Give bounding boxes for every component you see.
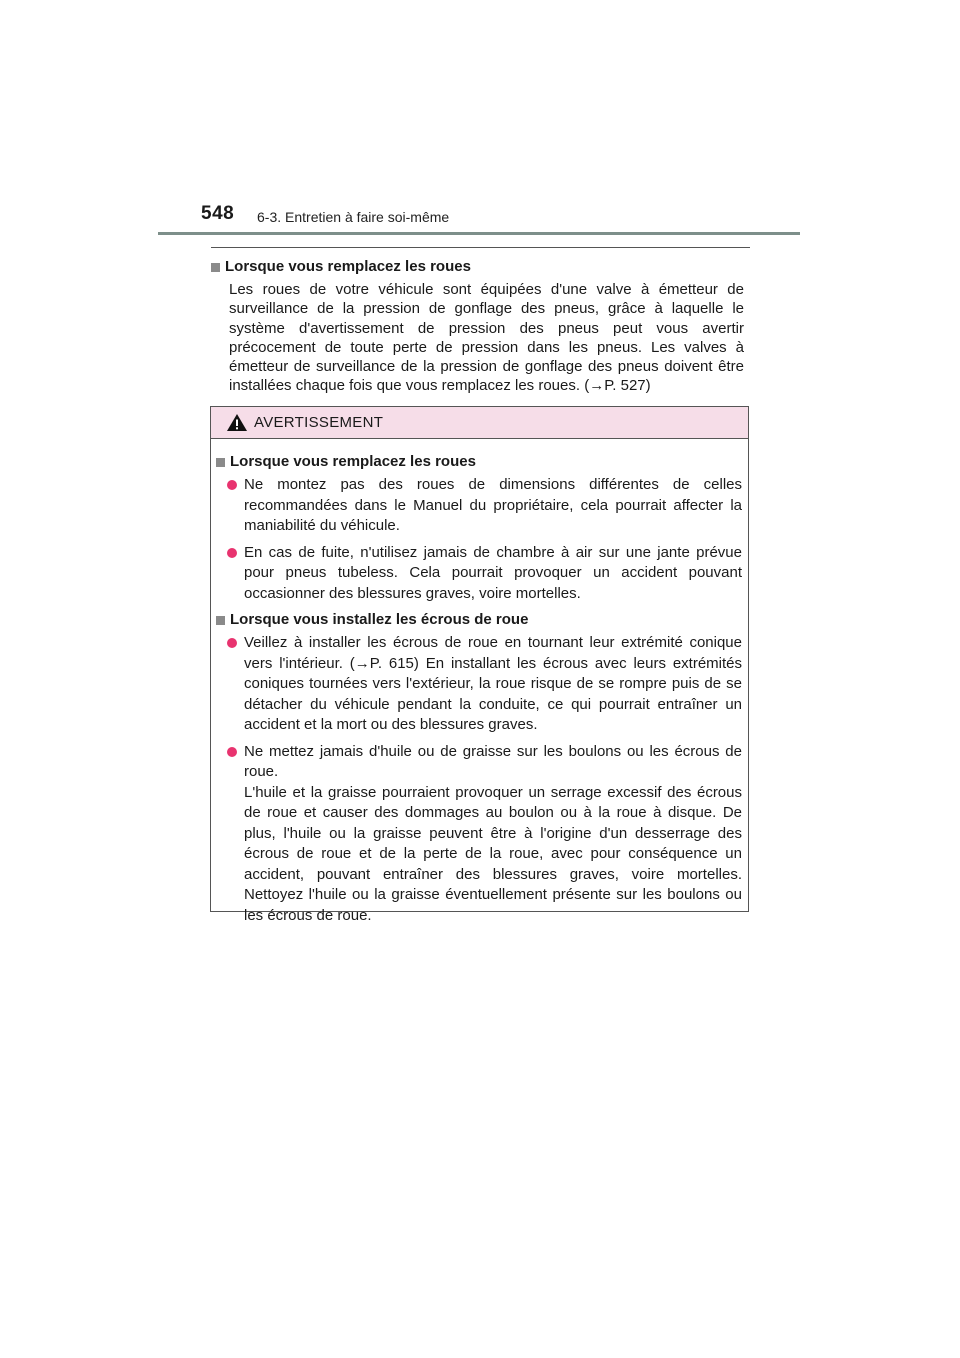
section-divider: [211, 247, 750, 248]
warning-box: [210, 406, 749, 924]
bullet-dot-icon: [227, 747, 237, 757]
warning-bullet: [216, 543, 742, 605]
warning-title: AVERTISSEMENT: [254, 414, 384, 431]
section-body: Les roues de votre véhicule sont équipées d'une valve à émetteur de surveillance de la pression de gonflage des pneus, grâce à laquelle le système d'avertissement de pression des pneus peut vous avertir précocement de toute perte de pression dans les pneus. Les valves à émetteur de surveillance de la pression de gonflage des pneus doivent être installées chaque fois que vous remplacez les roues. (→P. 527): [229, 281, 744, 395]
warning-group: [216, 610, 742, 926]
warning-bullet-text: En cas de fuite, n'utilisez jamais de chambre à air sur une jante prévue pour pneus tubeless. Cela pourrait provoquer un accident pouvant occasionner des blessures graves, voire mortelles.: [244, 543, 742, 602]
warning-group-heading-text: Lorsque vous remplacez les roues: [230, 453, 476, 470]
warning-header: [211, 407, 748, 439]
section-heading: [211, 257, 744, 277]
square-bullet-icon: [216, 616, 225, 625]
running-header: 6-3. Entretien à faire soi-même: [257, 209, 450, 225]
bullet-dot-icon: [227, 638, 237, 648]
warning-bullet-text: Veillez à installer les écrous de roue en tournant leur extrémité conique vers l'intérieur. (→P. 615) En installant les écrous avec leurs extrémités coniques tournées vers l'extérieur, la roue risque de se rompre puis de se détacher du véhicule pendant la conduite, ce qui pourrait entraîner un accident et la mort ou des blessures graves.: [244, 634, 742, 733]
bullet-dot-icon: [227, 548, 237, 558]
warning-bullet: [216, 475, 742, 537]
header-rule: [158, 232, 800, 235]
warning-group: [216, 452, 742, 604]
warning-bullet: [216, 742, 742, 927]
warning-group-heading-text: Lorsque vous installez les écrous de roue: [230, 611, 529, 628]
warning-bullet: [216, 633, 742, 736]
page-number: 548: [201, 203, 235, 224]
warning-content: [211, 439, 748, 926]
section-wheel-replacement: [211, 257, 744, 396]
warning-triangle-icon: [226, 413, 248, 432]
bullet-dot-icon: [227, 480, 237, 490]
square-bullet-icon: [216, 458, 225, 467]
section-heading-text: Lorsque vous remplacez les roues: [225, 258, 471, 275]
square-bullet-icon: [211, 263, 220, 272]
warning-group-heading: [216, 610, 742, 630]
warning-bullet-text: Ne mettez jamais d'huile ou de graisse sur les boulons ou les écrous de roue. L'huile et la graisse pourraient provoquer un serrage excessif des écrous de roue et causer des dommages au boulon ou à la roue à disque. De plus, l'huile ou la graisse peuvent être à l'origine d'un desserrage des écrous de roue et de la perte de la roue, avec pour conséquence un accident, pouvant entraîner des blessures graves, voire mortelles. Nettoyez l'huile ou la graisse éventuellement présente sur les boulons ou les écrous de roue.: [244, 742, 742, 924]
warning-bullet-text: Ne montez pas des roues de dimensions différentes de celles recommandées dans le Manuel du propriétaire, cela pourrait affecter la maniabilité du véhicule.: [244, 476, 742, 534]
warning-group-heading: [216, 452, 742, 472]
